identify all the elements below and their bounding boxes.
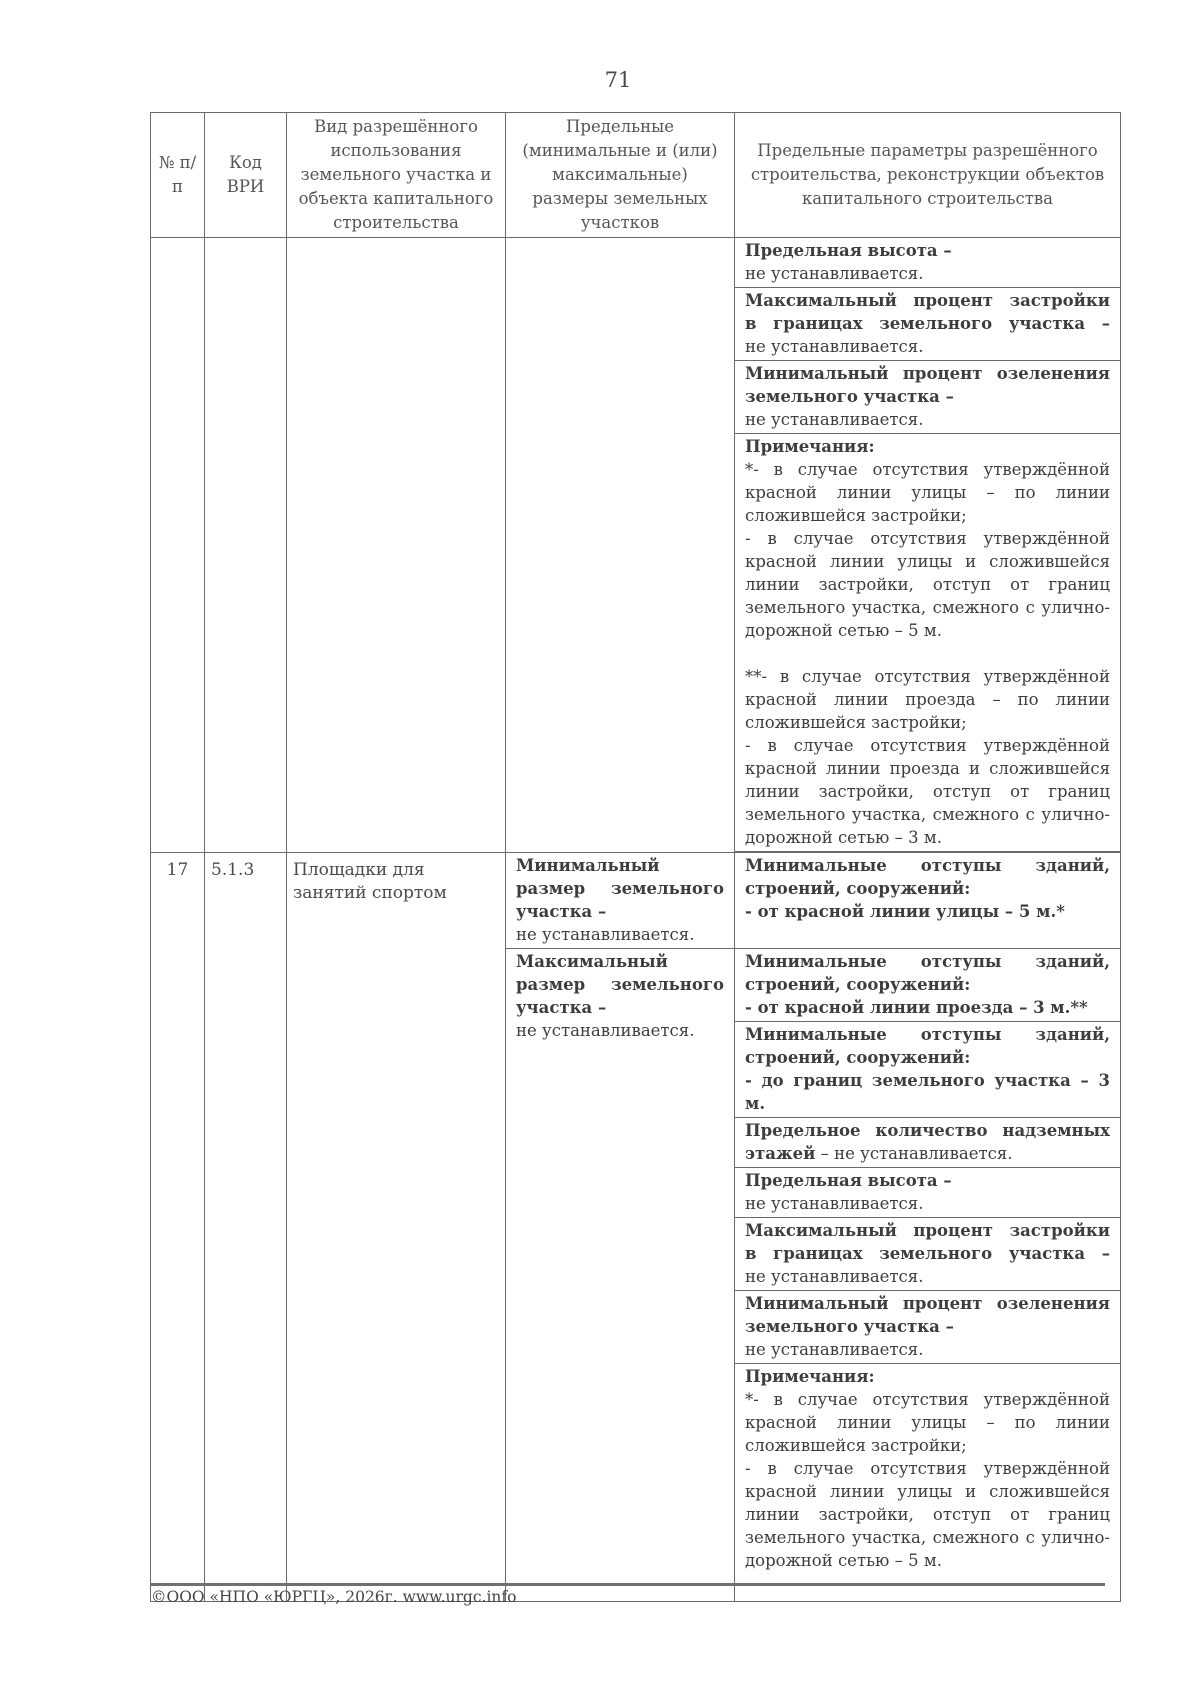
table-header-row xyxy=(151,113,1121,238)
row-use-kind: Площадки для занятий спортом xyxy=(287,853,506,1602)
max-plot-size: Максимальный размер земельного участка – не устанавливается. xyxy=(506,949,735,1602)
setback-border-param: Минимальные отступы зданий, строений, сооружений: - до границ земельного участка – 3 м. xyxy=(735,1022,1121,1118)
empty-cell xyxy=(506,238,735,853)
notes-cell: Примечания: *- в случае отсутствия утверждённой красной линии улицы – по линии сложившейся застройки; - в случае отсутствия утверждённой красной линии улицы и сложившейся линии застройки, отступ от границ земельного участка, смежного с улично-дорожной сетью – 5 м. **- в случае отсутствия утверждённой красной линии проезда – по линии сложившейся застройки; - в случае отсутствия утверждённой красной линии проезда и сложившейся линии застройки, отступ от границ земельного участка, смежного с улично-дорожной сетью – 3 м. xyxy=(735,434,1121,852)
row-code: 5.1.3 xyxy=(205,853,287,1602)
header-number: № п/п xyxy=(151,113,205,238)
empty-cell xyxy=(151,238,205,853)
floors-param: Предельное количество надземных этажей – не устанавливается. xyxy=(735,1118,1121,1168)
row-number: 17 xyxy=(151,853,205,1602)
header-use-kind: Вид разрешённого использования земельного участка и объекта капитального строительства xyxy=(287,113,506,238)
empty-cell xyxy=(287,238,506,853)
empty-cell xyxy=(205,238,287,853)
page-number: 71 xyxy=(604,68,632,92)
table-row xyxy=(151,238,1121,288)
setback-drive-param: Минимальные отступы зданий, строений, сооружений: - от красной линии проезда – 3 м.** xyxy=(735,949,1121,1022)
min-plot-size: Минимальный размер земельного участка – не устанавливается. xyxy=(506,853,735,949)
coverage-param: Максимальный процент застройки в границах земельного участка – не устанавливается. xyxy=(735,1218,1121,1291)
header-construction-params: Предельные параметры разрешённого строительства, реконструкции объектов капитального строительства xyxy=(735,113,1121,238)
setback-street-param: Минимальные отступы зданий, строений, сооружений: - от красной линии улицы – 5 м.* xyxy=(735,853,1121,949)
height-param: Предельная высота – не устанавливается. xyxy=(735,1168,1121,1218)
table-row-17 xyxy=(151,853,1121,949)
notes-cell: Примечания: *- в случае отсутствия утверждённой красной линии улицы – по линии сложившейся застройки; - в случае отсутствия утверждённой красной линии улицы и сложившейся линии застройки, отступ от границ земельного участка, смежного с улично-дорожной сетью – 5 м. xyxy=(735,1364,1121,1602)
header-plot-size: Предельные (минимальные и (или) максимальные) размеры земельных участков xyxy=(506,113,735,238)
greening-param: Минимальный процент озеленения земельного участка – не устанавливается. xyxy=(735,1291,1121,1364)
footer-divider xyxy=(150,1583,1105,1586)
height-param: Предельная высота – не устанавливается. xyxy=(735,238,1121,288)
greening-param: Минимальный процент озеленения земельного участка – не устанавливается. xyxy=(735,361,1121,434)
coverage-param: Максимальный процент застройки в границах земельного участка – не устанавливается. xyxy=(735,288,1121,361)
zoning-table xyxy=(150,112,1121,1602)
header-code: Код ВРИ xyxy=(205,113,287,238)
footer-copyright: ©ООО «НПО «ЮРГЦ», 2026г. www.urgc.info xyxy=(151,1588,517,1606)
